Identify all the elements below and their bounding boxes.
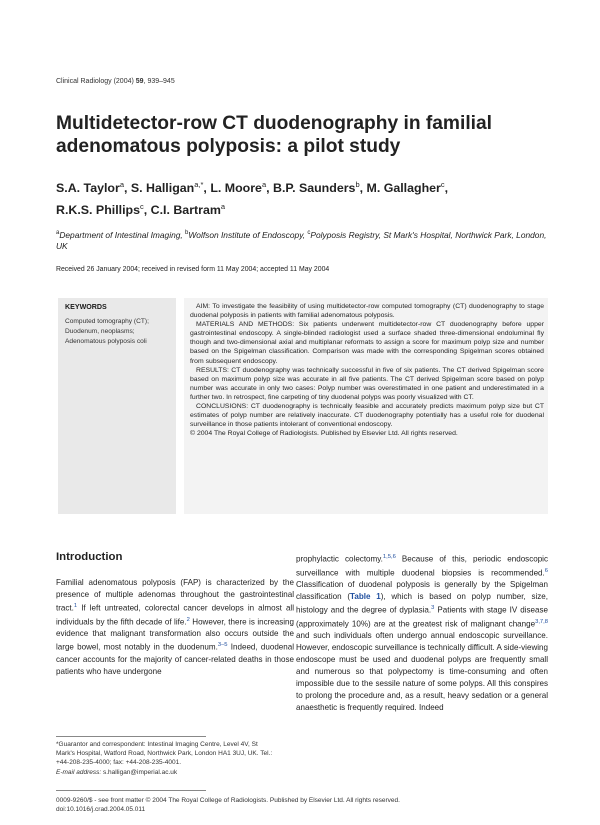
- article-title: Multidetector-row CT duodenography in familial adenomatous polyposis: a pilot study: [56, 113, 492, 157]
- author: B.P. Saunders: [273, 181, 356, 196]
- author-affil-mark: b: [355, 180, 360, 189]
- received-dates: Received 26 January 2004; received in revised form 11 May 2004; accepted 11 May 2004: [56, 266, 330, 273]
- citation-link[interactable]: 1,5,6: [382, 554, 396, 560]
- citation-link[interactable]: 1: [73, 602, 78, 609]
- intro-paragraph-continued: prophylactic colectomy.$^{1,5,6}$ Because of this, periodic endoscopic surveillance with multiple duodenal biopsies is recommended.$^6$ Classification of duodenal polyposis is generally by the Spigelman classification (Table 1), which is based on polyp number, size, histology and the degree of dyplasia.$^3$ Patients with stage IV disease (approximately 10%) are at the greatest risk of malignant change$^{3,7,8}$ and such individuals often undergo annual endoscopic surveillance. However, endoscopic surveillance is technically difficult. A side-viewing endoscope must be used and duodenal polyps are frequently small and numerous so that polypectomy is time-consuming and often impossible due to the sessile nature of some polyps. All this conspires to prolong the procedure and, as a result, heavy sedation or a general anaesthetic is frequently required. Indeed: [296, 554, 548, 713]
- email-label: E-mail address:: [56, 768, 102, 776]
- author: S. Halligan: [130, 181, 195, 196]
- citation-link[interactable]: 3,7,8: [535, 618, 548, 625]
- author-affil-mark: c: [140, 201, 144, 211]
- table-reference-link[interactable]: Table 1: [350, 592, 381, 602]
- author-affil-mark: a: [119, 180, 124, 189]
- citation-link[interactable]: 3–5: [217, 642, 228, 649]
- abstract-copyright: © 2004 The Royal College of Radiologists. Published by Elsevier Ltd. All rights reserved.: [190, 430, 458, 438]
- affiliation-b: Wolfson Institute of Endoscopy,: [188, 229, 308, 240]
- abstract-results: RESULTS: CT duodenography was technically successful in five of six patients. The CT derived Spigelman score based on maximum polyp size was accurate in all five patients. The CT derived Spigelman score based on polyp number was accurate in only two cases: Polyp number was overestimated in one patient and underestimated in a further two. In retrospect, fine carpeting of tiny duodenal polyps was poorly visualized with CT.: [190, 366, 544, 401]
- journal-volume: 59: [135, 78, 144, 85]
- keywords-heading: KEYWORDS: [65, 303, 107, 311]
- author: R.K.S. Phillips: [56, 202, 140, 217]
- author: C.I. Bartram: [150, 202, 221, 217]
- doi-link[interactable]: doi:10.1016/j.crad.2004.05.011: [56, 806, 146, 814]
- correspondence-footnote: [56, 740, 278, 777]
- front-matter-info: [56, 796, 556, 815]
- author: M. Gallagher: [366, 181, 441, 196]
- author-affil-mark: a: [220, 201, 226, 211]
- journal-pages: , 939–945: [143, 78, 175, 85]
- author: S.A. Taylor: [56, 181, 120, 196]
- footnote-divider: [56, 736, 206, 737]
- affiliation-c: Polyposis Registry, St Mark's Hospital, Northwick Park, London, UK: [56, 229, 547, 252]
- author-affil-mark: c: [440, 180, 445, 189]
- journal-name: Clinical Radiology (2004): [56, 78, 134, 85]
- abstract-box: [184, 298, 548, 514]
- author-list: S.A. Taylor$^a$, S. Halligan$^{a,*}$, L. Moore$^a$, B.P. Saunders$^b$, M. Gallagher$^c$, R.K.S. Phillips$^c$, C.I. Bartram$^a$: [56, 180, 449, 217]
- abstract-aim: AIM: To investigate the feasibility of using multidetector-row computed tomography (CT) duodenography to stage duodenal polyposis in patients with familial adenomatous polyposis.: [190, 303, 544, 320]
- citation-link[interactable]: 3: [431, 605, 435, 612]
- intro-paragraph: Familial adenomatous polyposis (FAP) is characterized by the presence of multiple adenomas throughout the gastrointestinal tract.$^1$ If left untreated, colorectal cancer develops in almost all individuals by the fifth decade of life.$^2$ However, there is increasing evidence that malignant transformation also occurs outside the large bowel, most notably in the duodenum.$^{3-5}$ Indeed, duodenal cancer accounts for the majority of cancer-related deaths in those patients who have undergone: [56, 578, 295, 676]
- affiliation-a: Department of Intestinal Imaging,: [59, 229, 186, 240]
- bottom-divider: [56, 790, 206, 791]
- citation-link[interactable]: 2: [186, 616, 190, 623]
- citation-link[interactable]: 6: [544, 567, 548, 574]
- affiliations: $^a$Department of Intestinal Imaging, $^b$Wolfson Institute of Endoscopy, $^c$Polyposis Registry, St Mark's Hospital, Northwick Park, London, UK: [56, 229, 547, 252]
- section-heading: Introduction: [56, 551, 123, 563]
- body-column-left: [56, 552, 294, 678]
- body-column-right: [296, 552, 548, 714]
- keywords-box: [58, 298, 176, 514]
- keywords-list: Computed tomography (CT); Duodenum, neoplasms; Adenomatous polyposis coli: [65, 318, 149, 345]
- author: L. Moore: [210, 181, 262, 196]
- email-link[interactable]: s.halligan@imperial.ac.uk: [101, 768, 178, 776]
- journal-citation: [56, 78, 175, 85]
- author-affil-mark: a: [261, 180, 267, 189]
- abstract-methods: MATERIALS AND METHODS: Six patients underwent multidetector-row CT duodenography before upper gastrointestinal endoscopy. A single-blinded radiologist used a surface shaded three-dimensional endoluminal fly though and two-dimensional axial and multiplanar reformats to assign a score for maximum polyp size and number based on the Spigelman classification. Comparison was made with the corresponding Spigelman scores obtained from subsequent endoscopy.: [190, 321, 544, 365]
- guarantor-note: *Guarantor and correspondent: Intestinal Imaging Centre, Level 4V, St Mark's Hospital, Watford Road, Northwick Park, London HA1 3UJ, UK. Tel.: +44-208-235-4000; fax: +44-208-235-4001.: [56, 741, 273, 767]
- author-affil-mark: a,*: [194, 180, 204, 189]
- issn-line: 0009-9260/$ - see front matter © 2004 The Royal College of Radiologists. Published by Elsevier Ltd. All rights reserved.: [56, 797, 400, 804]
- abstract-conclusions: CONCLUSIONS: CT duodenography is technically feasible and accurately predicts maximum polyp size but CT estimates of polyp number are relatively inaccurate. CT duodenography potentially has a useful role for duodenal surveillance in those patients intolerant of conventional endoscopy.: [190, 403, 544, 429]
